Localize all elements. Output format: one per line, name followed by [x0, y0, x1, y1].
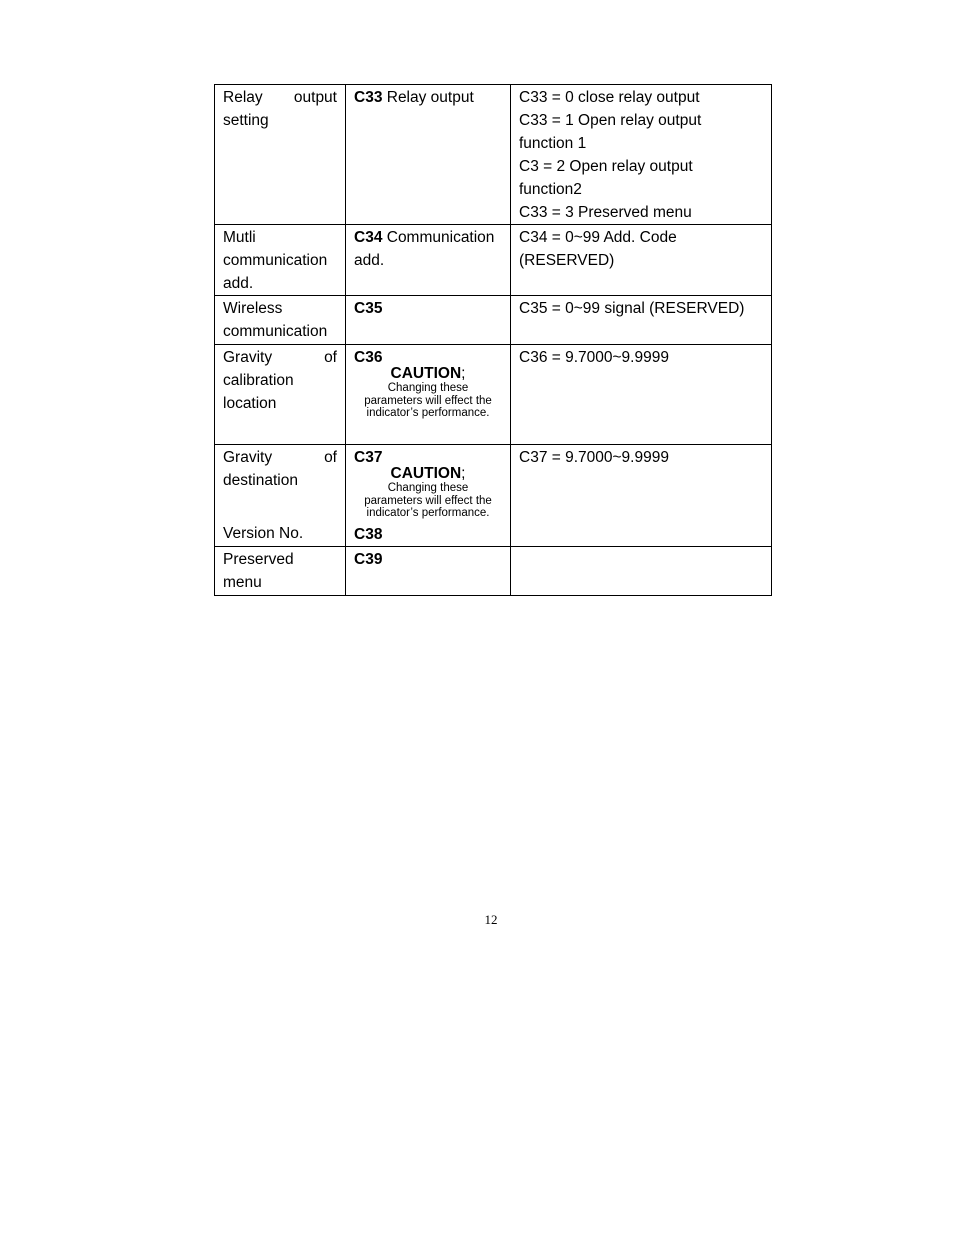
parameter-code-cell	[346, 85, 511, 225]
parameter-name-text: of	[324, 349, 337, 366]
parameter-code-cell	[346, 296, 511, 345]
value-line: C36 = 9.7000~9.9999	[519, 349, 669, 366]
table-row	[215, 546, 772, 595]
parameter-name-cell	[215, 225, 346, 296]
parameter-code-cell	[346, 445, 511, 547]
parameter-value-cell	[511, 85, 772, 225]
value-line: function 1	[519, 135, 587, 152]
parameter-name-text: add.	[223, 275, 254, 292]
parameter-code: C38	[354, 525, 383, 543]
parameter-code: C35	[354, 300, 383, 317]
parameter-name-text: Wireless	[223, 300, 283, 317]
parameter-name-cell	[215, 445, 346, 547]
parameter-name-text: communication	[223, 252, 328, 269]
parameter-name-cell	[215, 546, 346, 595]
parameter-name-text: Version No.	[223, 525, 304, 542]
parameter-code: C33	[354, 89, 383, 106]
value-line: function2	[519, 181, 582, 198]
table-row	[215, 225, 772, 296]
parameter-table	[214, 84, 772, 596]
parameter-value-cell	[511, 225, 772, 296]
parameter-code-cell	[346, 546, 511, 595]
parameter-name-text: Gravity	[223, 449, 273, 466]
value-line: (RESERVED)	[519, 252, 615, 269]
caution-text: Changing these	[387, 482, 469, 494]
parameter-name-cell	[215, 345, 346, 445]
table-row	[215, 296, 772, 345]
parameter-name-text: location	[223, 395, 277, 412]
parameter-code-cell	[346, 345, 511, 445]
parameter-name-text: menu	[223, 573, 262, 591]
caution-note	[354, 365, 502, 420]
parameter-code: C37	[354, 449, 383, 466]
page-number: 12	[484, 912, 498, 927]
caution-punctuation: ;	[461, 365, 466, 382]
value-line: C37 = 9.7000~9.9999	[519, 449, 669, 466]
caution-title: CAUTION	[390, 365, 462, 382]
parameter-value-cell	[511, 345, 772, 445]
parameter-name-text: Relay	[223, 89, 263, 106]
value-line: C33 = 0 close relay output	[519, 89, 700, 106]
parameter-name-text: Preserved	[223, 550, 294, 568]
parameter-name-text: Mutli	[223, 229, 256, 246]
caution-title: CAUTION	[390, 465, 462, 482]
parameter-value-cell	[511, 445, 772, 547]
table-row	[215, 445, 772, 547]
value-line: C35 = 0~99 signal (RESERVED)	[519, 300, 745, 317]
parameter-name-text: Gravity	[223, 349, 273, 366]
caution-text: parameters will effect the	[364, 494, 492, 507]
caution-punctuation: ;	[461, 465, 466, 482]
parameter-name-text: of	[324, 449, 337, 466]
caution-text: Changing these	[387, 382, 469, 394]
caution-text: indicator’s performance.	[366, 507, 490, 519]
parameter-code: C36	[354, 349, 383, 366]
parameter-code: C39	[354, 550, 383, 568]
parameter-description: Relay output	[382, 89, 474, 106]
parameter-description: add.	[354, 252, 385, 269]
parameter-code-cell	[346, 225, 511, 296]
parameter-name-text: communication	[223, 323, 328, 340]
parameter-name-text: setting	[223, 112, 269, 129]
parameter-description: Communication	[382, 229, 495, 246]
parameter-value-cell	[511, 296, 772, 345]
parameter-name-cell	[215, 85, 346, 225]
caution-text: parameters will effect the	[364, 394, 492, 407]
parameter-value-cell	[511, 546, 772, 595]
caution-text: indicator’s performance.	[366, 407, 490, 419]
value-line: C33 = 1 Open relay output	[519, 112, 702, 129]
value-line: C34 = 0~99 Add. Code	[519, 229, 677, 246]
value-line: C33 = 3 Preserved menu	[519, 204, 692, 221]
parameter-name-text: destination	[223, 472, 298, 489]
caution-note	[354, 465, 502, 520]
table-row	[215, 345, 772, 445]
parameter-name-text: output	[293, 89, 337, 106]
table-row	[215, 85, 772, 225]
value-line: C3 = 2 Open relay output	[519, 158, 693, 175]
parameter-name-text: calibration	[223, 372, 294, 389]
parameter-name-cell	[215, 296, 346, 345]
parameter-code: C34	[354, 229, 383, 246]
